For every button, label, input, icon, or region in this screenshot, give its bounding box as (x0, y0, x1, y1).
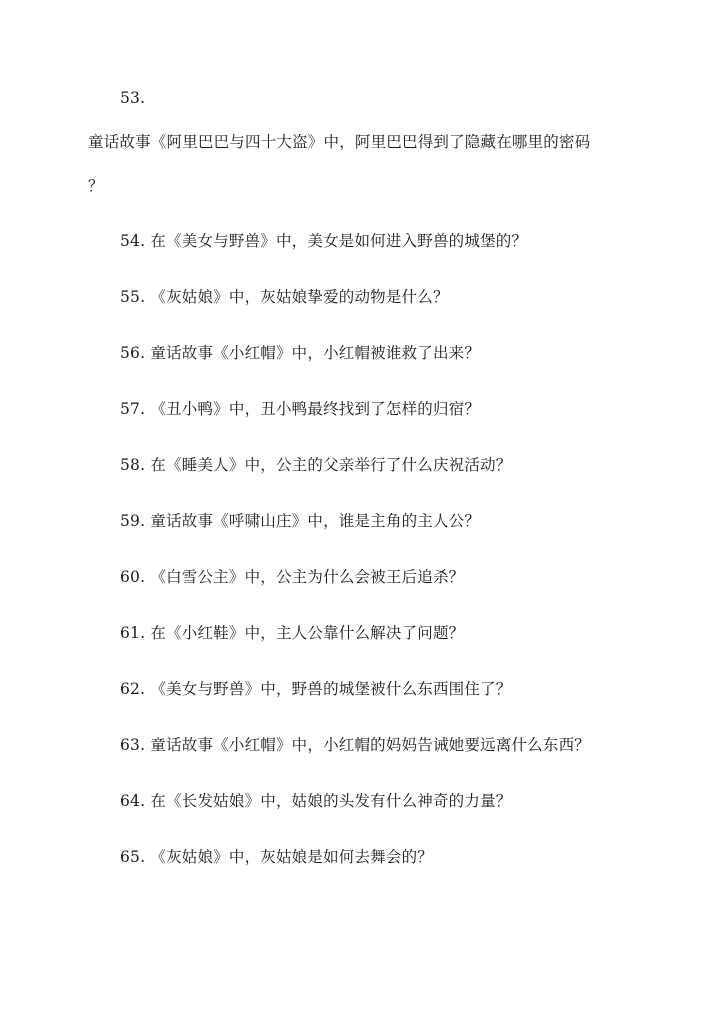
question-63: 63. 童话故事《小红帽》中，小红帽的妈妈告诫她要远离什么东西？ (120, 736, 590, 754)
question-61: 61. 在《小红鞋》中，主人公靠什么解决了问题？ (120, 624, 465, 642)
question-62: 62. 《美女与野兽》中，野兽的城堡被什么东西围住了？ (120, 680, 512, 698)
question-58: 58. 在《睡美人》中，公主的父亲举行了什么庆祝活动？ (120, 456, 512, 474)
question-65: 65. 《灰姑娘》中，灰姑娘是如何去舞会的？ (120, 848, 433, 866)
question-56: 56. 童话故事《小红帽》中，小红帽被谁救了出来？ (120, 344, 481, 362)
question-57: 57. 《丑小鸭》中，丑小鸭最终找到了怎样的归宿？ (120, 400, 481, 418)
question-60: 60. 《白雪公主》中，公主为什么会被王后追杀？ (120, 568, 465, 586)
question-54: 54. 在《美女与野兽》中，美女是如何进入野兽的城堡的？ (120, 232, 528, 250)
question-53-text: 童话故事《阿里巴巴与四十大盗》中，阿里巴巴得到了隐藏在哪里的密码 (88, 133, 591, 151)
question-53-number: 53. (120, 89, 146, 107)
question-55: 55. 《灰姑娘》中，灰姑娘挚爱的动物是什么？ (120, 288, 449, 306)
question-53-text-continuation: ？ (88, 177, 104, 195)
question-59: 59. 童话故事《呼啸山庄》中，谁是主角的主人公？ (120, 512, 481, 530)
question-64: 64. 在《长发姑娘》中，姑娘的头发有什么神奇的力量？ (120, 792, 512, 810)
